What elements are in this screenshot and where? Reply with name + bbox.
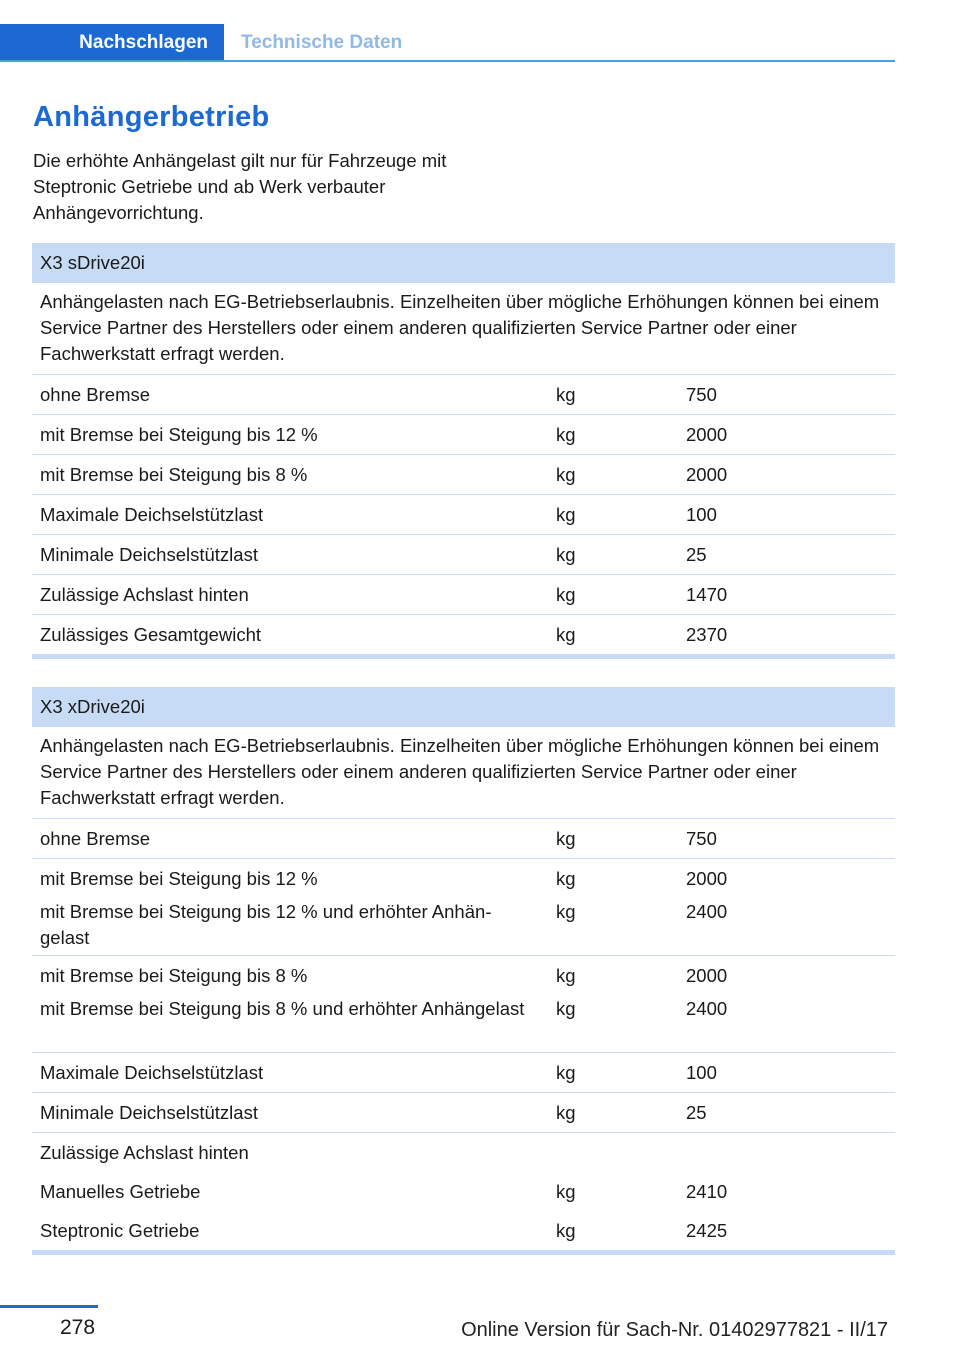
page-number: 278 <box>60 1316 96 1339</box>
row-unit: kg <box>556 1220 576 1241</box>
row-label: Zulässige Achslast hinten <box>40 584 249 605</box>
table-header: X3 sDrive20i <box>32 243 895 283</box>
row-value: 25 <box>686 544 707 565</box>
table-description: Anhängelasten nach EG-Betriebserlaubnis. Einzelheiten über mögliche Erhöhungen können bei einem Service Partner des Herstellers oder einem anderen qualifizierten Service Partner oder einer Fachwerkstatt erfragt werden. <box>32 283 895 375</box>
row-label: mit Bremse bei Steigung bis 12 % <box>40 424 318 445</box>
row-value: 750 <box>686 828 717 849</box>
row-label: ohne Bremse <box>40 828 151 849</box>
row-label: Minimale Deichselstützlast <box>40 544 258 565</box>
row-unit: kg <box>556 1181 576 1202</box>
row-unit: kg <box>556 901 576 922</box>
row-label: mit Bremse bei Steigung bis 8 % <box>40 965 308 986</box>
row-label: mit Bremse bei Steigung bis 8 % <box>40 464 308 485</box>
row-unit: kg <box>556 584 576 605</box>
footer-version-text: Online Version für Sach-Nr. 01402977821 - II/17 <box>461 1319 888 1341</box>
tab-nachschlagen[interactable]: Nachschlagen <box>0 24 224 60</box>
row-label: Minimale Deichselstützlast <box>40 1102 258 1123</box>
section-tabs <box>0 24 895 62</box>
table-row <box>32 375 895 415</box>
row-unit: kg <box>556 828 576 849</box>
spec-table-xdrive20i <box>32 687 895 1255</box>
row-unit: kg <box>556 624 576 645</box>
row-unit: kg <box>556 998 576 1019</box>
row-label: mit Bremse bei Steigung bis 8 % und erhöhter Anhängelast <box>40 998 525 1019</box>
row-label: Steptronic Getriebe <box>40 1220 200 1241</box>
table-row <box>32 1211 895 1250</box>
table-end-rule <box>32 1250 895 1255</box>
row-value: 750 <box>686 384 717 405</box>
row-label: ohne Bremse <box>40 384 151 405</box>
page-number-rule <box>0 1305 98 1308</box>
table-row <box>32 575 895 615</box>
row-unit: kg <box>556 1102 576 1123</box>
table-row <box>32 819 895 859</box>
row-label: Zulässige Achslast hinten <box>40 1142 249 1163</box>
row-value: 25 <box>686 1102 707 1123</box>
intro-text: Die erhöhte Anhängelast gilt nur für Fahrzeuge mit Steptronic Getriebe und ab Werk verbauter Anhängevorrichtung. <box>33 150 447 223</box>
row-label: Maximale Deichselstützlast <box>40 1062 264 1083</box>
spec-table-sdrive20i <box>32 243 895 659</box>
row-label: mit Bremse bei Steigung bis 12 % <box>40 868 318 889</box>
row-label: Manuelles Getriebe <box>40 1181 201 1202</box>
table-row <box>32 1172 895 1211</box>
row-value: 2370 <box>686 624 728 645</box>
row-label: Maximale Deichselstützlast <box>40 504 264 525</box>
table-row <box>32 415 895 455</box>
row-label: Zulässiges Gesamtgewicht <box>40 624 262 645</box>
row-unit: kg <box>556 544 576 565</box>
row-value: 2425 <box>686 1220 728 1241</box>
table-row <box>32 859 895 956</box>
table-row <box>32 1093 895 1133</box>
table-row <box>32 535 895 575</box>
row-value: 2000 <box>686 965 728 986</box>
table-row <box>32 956 895 1053</box>
table-header: X3 xDrive20i <box>32 687 895 727</box>
table-row <box>32 455 895 495</box>
table-description: Anhängelasten nach EG-Betriebserlaubnis. Einzelheiten über mögliche Erhöhungen können bei einem Service Partner des Herstellers oder einem anderen qualifizierten Service Partner oder einer Fachwerkstatt erfragt werden. <box>32 727 895 819</box>
row-value: 2000 <box>686 464 728 485</box>
row-unit: kg <box>556 965 576 986</box>
row-unit: kg <box>556 868 576 889</box>
row-unit: kg <box>556 384 576 405</box>
table-end-rule <box>32 654 895 659</box>
row-value: 2410 <box>686 1181 728 1202</box>
row-value: 100 <box>686 504 717 525</box>
row-value: 2400 <box>686 901 728 922</box>
row-unit: kg <box>556 504 576 525</box>
row-value: 2000 <box>686 424 728 445</box>
row-value: 2400 <box>686 998 728 1019</box>
table-row <box>32 1053 895 1093</box>
row-value: 1470 <box>686 584 728 605</box>
tab-technische-daten[interactable]: Technische Daten <box>241 32 403 53</box>
page-title: Anhängerbetrieb <box>33 101 270 133</box>
row-unit: kg <box>556 424 576 445</box>
table-row <box>32 615 895 654</box>
row-label: mit Bremse bei Steigung bis 12 % und erhöhter Anhängelast <box>40 901 492 948</box>
table-row <box>32 1133 895 1172</box>
row-unit: kg <box>556 464 576 485</box>
row-unit: kg <box>556 1062 576 1083</box>
row-value: 100 <box>686 1062 717 1083</box>
row-value: 2000 <box>686 868 728 889</box>
table-row <box>32 495 895 535</box>
